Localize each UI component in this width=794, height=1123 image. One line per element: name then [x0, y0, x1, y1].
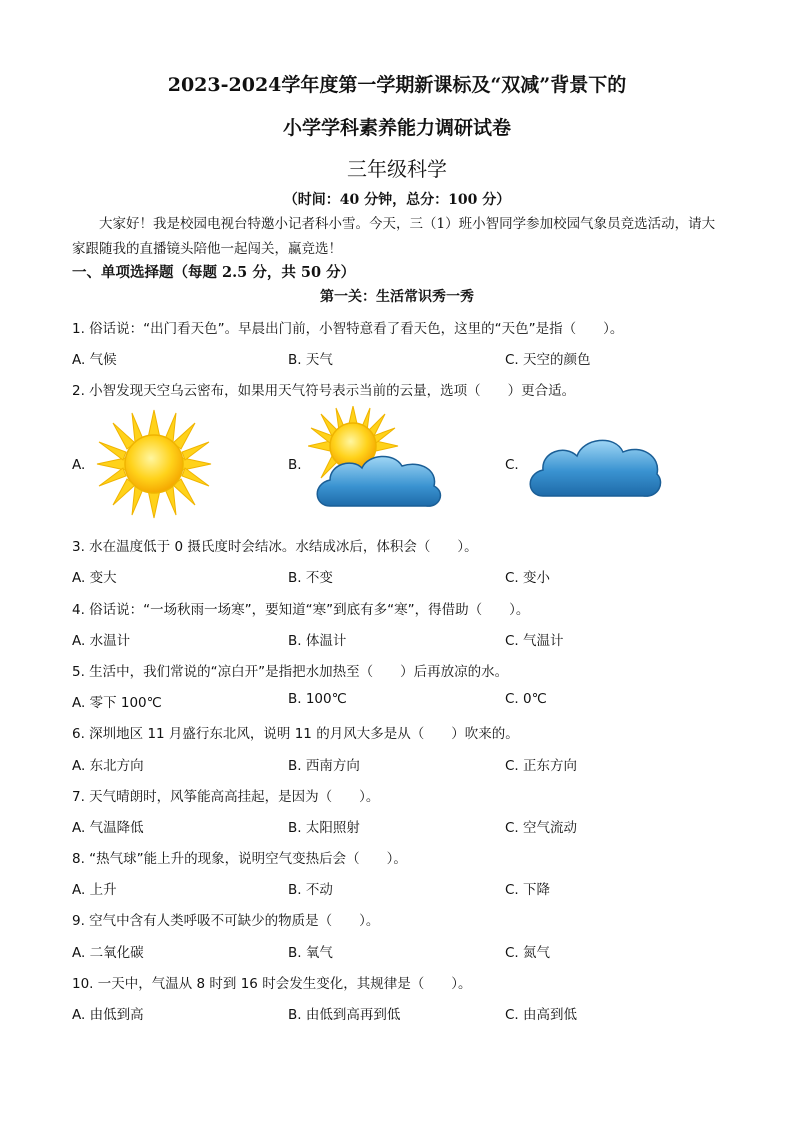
question-7: 7. 天气晴朗时，风筝能高高挂起，是因为（ ）。 [72, 789, 380, 805]
question-10: 10. 一天中，气温从 8 时到 16 时会发生变化，其规律是（ ）。 [72, 976, 472, 992]
title-line1: 2023-2024学年度第一学期新课标及“双减”背景下的 [167, 74, 627, 96]
q4-option-b: B. 体温计 [288, 633, 347, 649]
q5-option-a: A. 零下 100℃ [72, 695, 162, 711]
q1-option-b: B. 天气 [288, 352, 333, 368]
q2-option-b: B. [288, 457, 302, 473]
subject-title: 三年级科学 [347, 157, 447, 181]
question-5: 5. 生活中，我们常说的“凉白开”是指把水加热至（ ）后再放凉的水。 [72, 664, 509, 680]
q3-option-b: B. 不变 [288, 570, 333, 586]
q2-option-a: A. [72, 457, 86, 473]
q8-option-a: A. 上升 [72, 882, 117, 898]
time-info: （时间：40 分钟，总分：100 分） [283, 192, 511, 208]
q4-option-a: A. 水温计 [72, 633, 131, 649]
q7-option-a: A. 气温降低 [72, 820, 144, 836]
q1-option-a: A. 气候 [72, 352, 117, 368]
q7-option-c: C. 空气流动 [505, 820, 578, 836]
q6-option-b: B. 西南方向 [288, 758, 360, 774]
q5-option-b: B. 100℃ [288, 691, 347, 707]
q6-option-c: C. 正东方向 [505, 758, 578, 774]
stage-heading: 第一关：生活常识秀一秀 [320, 289, 474, 305]
q10-option-a: A. 由低到高 [72, 1007, 144, 1023]
q8-option-b: B. 不动 [288, 882, 333, 898]
question-1: 1. 俗话说：“出门看天色”。早晨出门前，小智特意看了看天色，这里的“天色”是指（ ）。 [72, 321, 624, 337]
section-heading: 一、单项选择题（每题 2.5 分，共 50 分） [72, 264, 356, 281]
q9-option-c: C. 氮气 [505, 945, 551, 961]
question-9: 9. 空气中含有人类呼吸不可缺少的物质是（ ）。 [72, 913, 380, 929]
question-8: 8. “热气球”能上升的现象，说明空气变热后会（ ）。 [72, 851, 407, 867]
intro-paragraph: 大家好！我是校园电视台特邀小记者科小雪。今天，三（1）班小智同学参加校园气象员竞选活动，请大家跟随我的直播镜头陪他一起闯关，赢竞选！ [72, 216, 716, 257]
title-line2: 小学学科素养能力调研试卷 [282, 117, 511, 139]
q8-option-c: C. 下降 [505, 882, 551, 898]
q9-option-a: A. 二氧化碳 [72, 945, 144, 961]
q9-option-b: B. 氧气 [288, 945, 333, 961]
sun-icon [95, 408, 213, 520]
q3-option-c: C. 变小 [505, 570, 551, 586]
q1-option-c: C. 天空的颜色 [505, 352, 591, 368]
q6-option-a: A. 东北方向 [72, 758, 144, 774]
cloud-icon [523, 422, 665, 502]
partly-cloudy-icon [308, 406, 446, 514]
q7-option-b: B. 太阳照射 [288, 820, 360, 836]
q10-option-b: B. 由低到高再到低 [288, 1007, 401, 1023]
question-6: 6. 深圳地区 11 月盛行东北风，说明 11 的月风大多是从（ ）吹来的。 [72, 726, 519, 742]
question-4: 4. 俗话说：“一场秋雨一场寒”，要知道“寒”到底有多“寒”，得借助（ ）。 [72, 602, 530, 618]
q4-option-c: C. 气温计 [505, 633, 564, 649]
q2-option-c: C. [505, 457, 519, 473]
q5-option-c: C. 0℃ [505, 691, 547, 707]
question-3: 3. 水在温度低于 0 摄氏度时会结冰。水结成冰后，体积会（ ）。 [72, 539, 478, 555]
q3-option-a: A. 变大 [72, 570, 117, 586]
q10-option-c: C. 由高到低 [505, 1007, 578, 1023]
question-2: 2. 小智发现天空乌云密布，如果用天气符号表示当前的云量，选项（ ）更合适。 [72, 383, 576, 399]
